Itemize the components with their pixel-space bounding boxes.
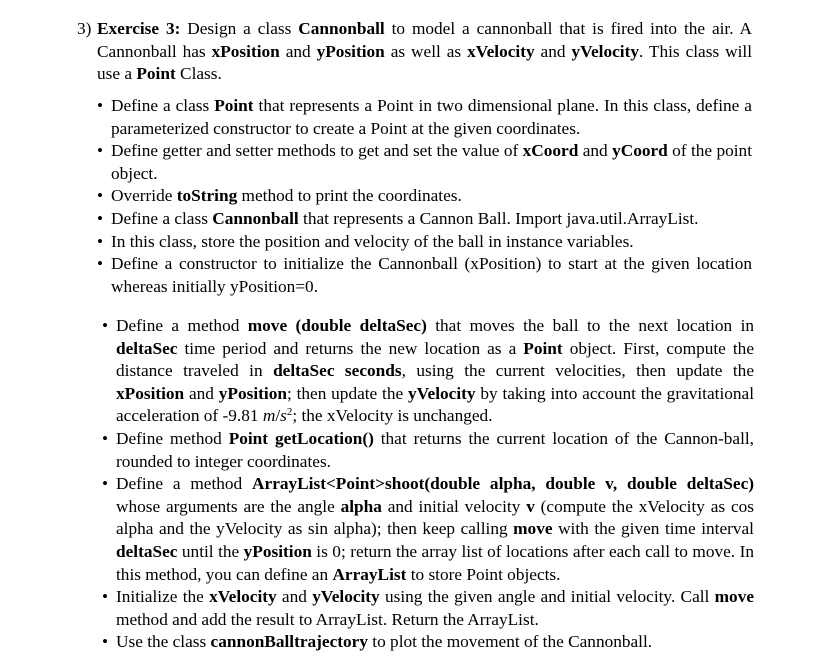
item-text: object. First, compute the distance traveled in [116, 338, 754, 381]
bullet-icon: • [102, 428, 109, 448]
item-text: , using the current velocities, then update the [401, 361, 754, 381]
item-text: ; then update the [286, 383, 408, 403]
item-text: by taking into account the gravitational acceleration of -9.81 [116, 383, 755, 426]
bullet-icon: • [97, 231, 104, 251]
item-text: Define a method [116, 474, 253, 494]
item-keyword: yVelocity [408, 383, 476, 403]
item-text: (compute the xVelocity as cos alpha and the yVelocity as sin alpha); then keep calling [116, 496, 755, 539]
bullet-icon: • [97, 96, 104, 115]
item-text: method and add the result to ArrayList. Return the ArrayList. [116, 609, 539, 629]
bullet-icon: • [97, 186, 104, 206]
requirements-list-1 [97, 95, 752, 298]
item-keyword: yVelocity [312, 587, 380, 607]
math-symbol: m [262, 406, 276, 426]
item-text: whose arguments are the angle [116, 496, 341, 516]
item-keyword: xPosition [116, 383, 185, 403]
item-keyword: cannonBalltrajectory [210, 632, 368, 652]
intro-text-7: Class. [175, 64, 222, 84]
item-keyword: toString [176, 186, 238, 206]
item-keyword: yPosition [218, 383, 287, 403]
keyword-cannonball: Cannonball [298, 19, 385, 38]
item-text: Define method [116, 428, 229, 448]
intro-text-3: and [279, 41, 317, 61]
item-keyword: deltaSec seconds [273, 361, 402, 381]
item-text: Define a class [111, 96, 215, 115]
item-keyword: move (double deltaSec) [247, 316, 427, 335]
keyword-yposition: yPosition [316, 41, 385, 61]
item-keyword: Point [523, 338, 563, 358]
item-keyword: move [714, 587, 755, 607]
requirements-list-2 [102, 315, 754, 654]
bullet-icon: • [102, 587, 109, 607]
item-keyword: yCoord [612, 141, 668, 161]
intro-text-5: and [534, 41, 572, 61]
item-text: until the [177, 541, 244, 561]
item-keyword: yPosition [243, 541, 312, 561]
item-text: and initial velocity [381, 496, 527, 516]
item-text: Define getter and setter methods to get and set the value of [111, 141, 523, 161]
item-keyword: Point getLocation() [228, 428, 374, 448]
item-text: Define a class [111, 208, 213, 228]
item-text: to plot the movement of the Cannonball. [367, 632, 653, 652]
item-keyword: xVelocity [209, 587, 277, 607]
exercise-title: Exercise 3: [97, 19, 181, 38]
item-keyword: Point [214, 96, 254, 115]
list-item [97, 231, 752, 254]
item-text: Define a method [116, 316, 248, 335]
intro-text-1: Design a class [180, 19, 299, 38]
item-text: Initialize the [116, 587, 210, 607]
item-text: method to print the coordinates. [237, 186, 462, 206]
bullet-icon: • [97, 254, 104, 274]
list-item [97, 253, 752, 298]
intro-text-4: as well as [384, 41, 468, 61]
item-keyword: ArrayList [332, 564, 407, 584]
item-keyword: Cannonball [212, 208, 299, 228]
intro-text-2: to model a cannonball that is fired into the air. A Cannonball has [97, 19, 752, 61]
bullet-icon: • [97, 208, 104, 228]
item-keyword: deltaSec [116, 541, 178, 561]
item-text: Define a constructor to initialize the Cannonball (xPosition) to start at the given location whereas initially yPosition=0. [111, 254, 752, 296]
item-text: and [184, 383, 219, 403]
item-text: that represents a Cannon Ball. Import java.util.ArrayList. [298, 208, 699, 228]
math-symbol: / [275, 406, 281, 426]
item-text: and [276, 587, 313, 607]
list-item [102, 315, 754, 428]
item-text: time period and returns the new location as a [177, 338, 524, 358]
exercise-number: 3) [77, 19, 92, 38]
item-text: with the given time interval [552, 519, 754, 539]
item-keyword: move [513, 519, 553, 539]
keyword-point: Point [136, 64, 176, 84]
item-text: that represents a Point in two dimensional plane. In this class, define a parameterized constructor to create a Point at the given coordinates. [111, 96, 752, 138]
item-keyword: alpha [340, 496, 382, 516]
bullet-icon: • [102, 474, 109, 494]
list-item [97, 208, 752, 231]
item-text: that moves the ball to the next location in [426, 316, 755, 335]
keyword-yvelocity: yVelocity [571, 41, 639, 61]
item-text: of the point object. [111, 141, 752, 183]
item-keyword: ArrayList<Point>shoot(double alpha, double v, double deltaSec) [252, 474, 754, 494]
exercise-intro [97, 18, 752, 86]
item-text: to store Point objects. [406, 564, 561, 584]
bullet-icon: • [97, 141, 104, 161]
math-exponent: 2 [286, 406, 293, 419]
list-item [102, 428, 754, 473]
list-item [97, 185, 752, 208]
item-text: Override [111, 186, 177, 206]
bullet-icon: • [102, 632, 109, 652]
math-symbol: s [280, 406, 287, 426]
item-keyword: v [526, 496, 535, 516]
list-item [97, 95, 752, 140]
bullet-icon: • [102, 316, 109, 335]
keyword-xposition: xPosition [211, 41, 280, 61]
item-text: that returns the current location of the Cannon-ball, rounded to integer coordinates. [116, 428, 754, 471]
keyword-xvelocity: xVelocity [467, 41, 535, 61]
item-text: Use the class [116, 632, 211, 652]
list-item [102, 473, 754, 586]
list-item [102, 586, 754, 631]
item-keyword: deltaSec [116, 338, 178, 358]
list-item [97, 140, 752, 185]
item-keyword: xCoord [522, 141, 579, 161]
list-item [102, 631, 754, 654]
item-text: using the given angle and initial velocity. Call [379, 587, 715, 607]
item-text: ; the xVelocity is unchanged. [292, 406, 493, 426]
item-text: and [578, 141, 613, 161]
intro-text-6: . This class will use a [97, 41, 753, 84]
item-text: In this class, store the position and velocity of the ball in instance variables. [111, 231, 634, 251]
item-text: is 0; return the array list of locations after each call to move. In this method, you can define an [116, 541, 754, 584]
